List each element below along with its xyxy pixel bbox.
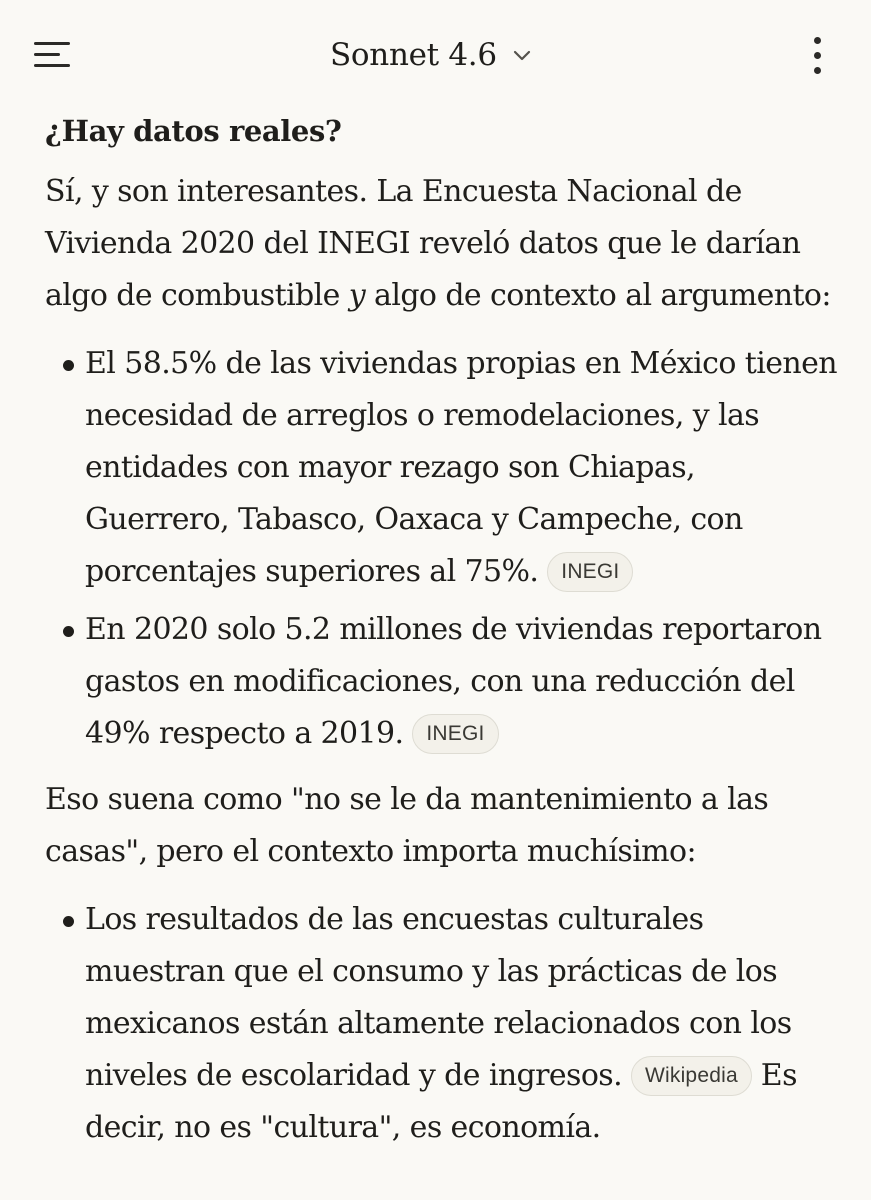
- chevron-down-icon: [511, 44, 533, 66]
- context-paragraph: Eso suena como "no se le da mantenimiento a las casas", pero el contexto importa muchísimo:: [45, 782, 769, 869]
- hamburger-menu-icon[interactable]: [34, 40, 74, 72]
- list-item-text: Los resultados de las encuestas culturales muestran que el consumo y las prácticas de los mexicanos están altamente relacionados con los niveles de escolaridad y de ingresos.: [85, 902, 792, 1093]
- citation-chip[interactable]: Wikipedia: [631, 1056, 752, 1096]
- intro-text-2: algo de contexto al argumento:: [365, 278, 831, 313]
- list-item-followup: Es decir, no es "cultura", es economía.: [85, 1058, 797, 1145]
- top-bar: [0, 0, 871, 108]
- intro-paragraph: [45, 166, 845, 322]
- list-item: [45, 894, 845, 1154]
- intro-emphasis: y: [348, 278, 366, 313]
- vertical-dots-icon[interactable]: [806, 36, 830, 76]
- intro-text-1: Sí, y son interesantes. La Encuesta Nacional de Vivienda 2020 del INEGI reveló datos que le darían algo de combustible: [45, 174, 801, 313]
- assistant-message: [45, 106, 845, 1168]
- list-item: [45, 338, 845, 598]
- model-selector[interactable]: [330, 32, 533, 78]
- message-heading: ¿Hay datos reales?: [45, 114, 342, 148]
- citation-chip[interactable]: INEGI: [412, 714, 498, 754]
- model-name: Sonnet 4.6: [330, 37, 497, 73]
- list-item: [45, 604, 845, 760]
- citation-chip[interactable]: INEGI: [547, 552, 633, 592]
- list-item-text: El 58.5% de las viviendas propias en México tienen necesidad de arreglos o remodelaciones, y las entidades con mayor rezago son Chiapas, Guerrero, Tabasco, Oaxaca y Campeche, con porcentajes superiores al 75%.: [85, 346, 837, 589]
- bullet-list-2: [45, 894, 845, 1154]
- list-item-text: En 2020 solo 5.2 millones de viviendas reportaron gastos en modificaciones, con una reducción del 49% respecto a 2019.: [85, 612, 822, 751]
- bullet-list-1: [45, 338, 845, 760]
